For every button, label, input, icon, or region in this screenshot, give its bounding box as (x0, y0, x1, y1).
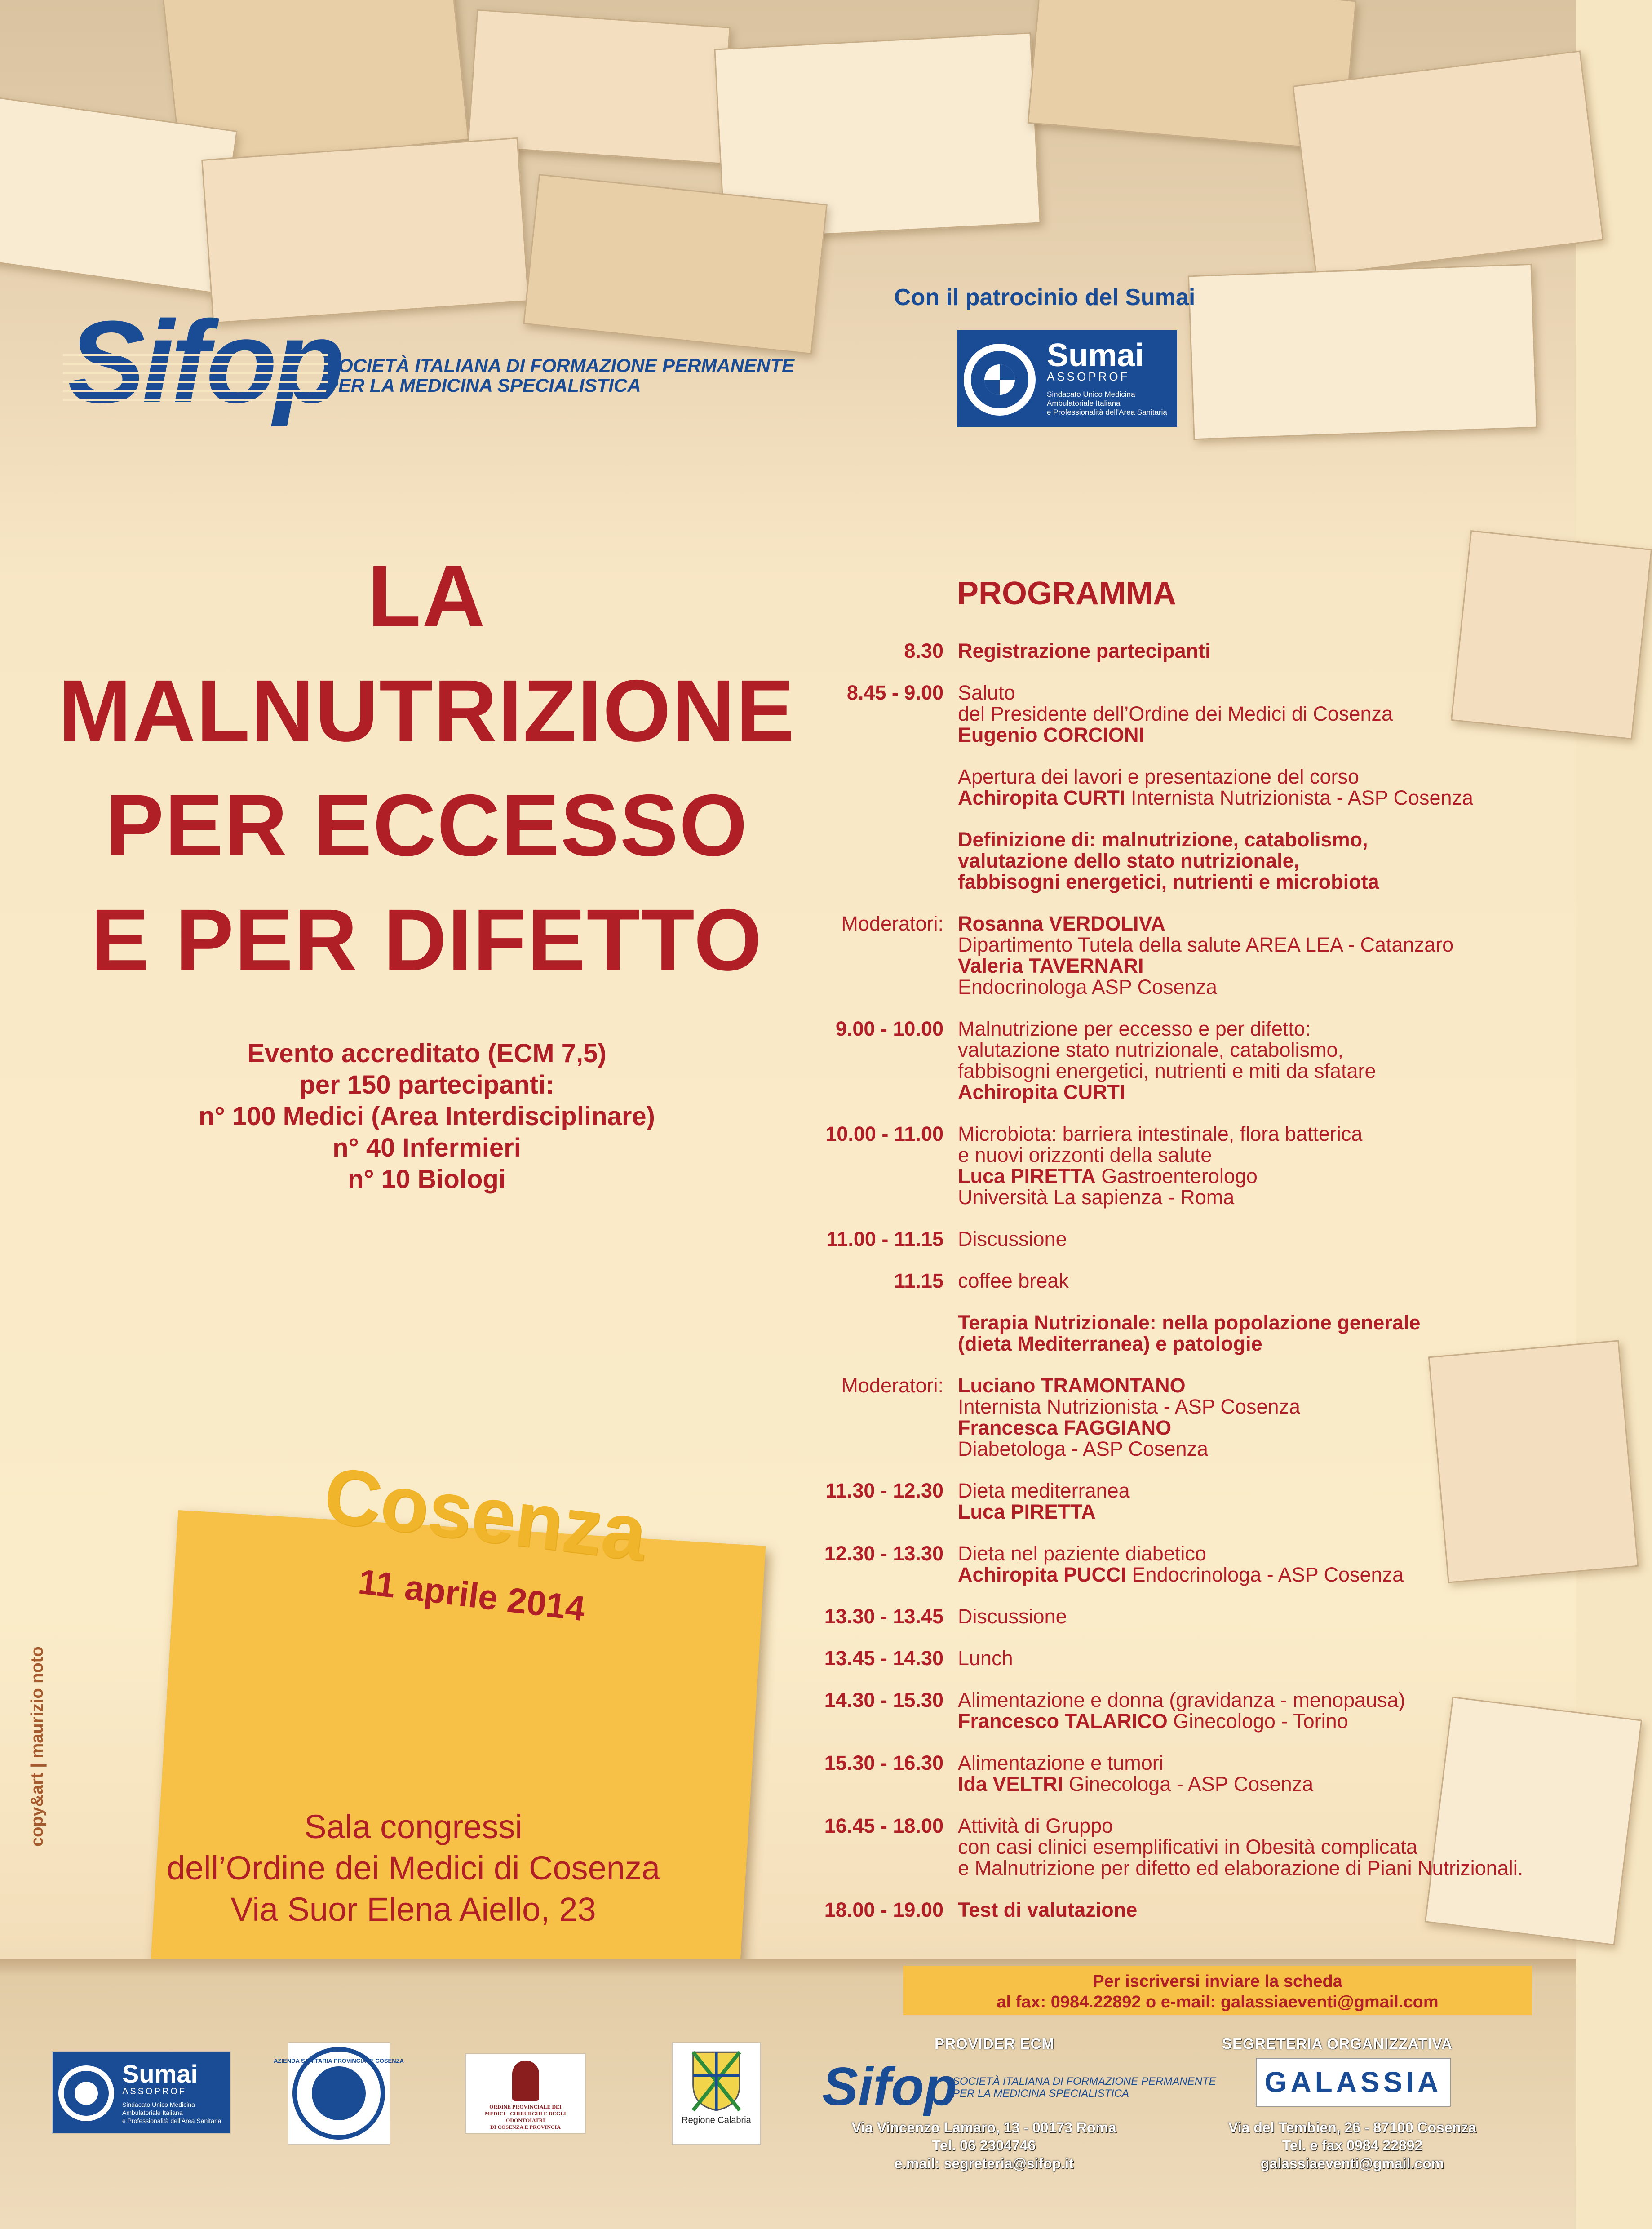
calabria-shield-icon (688, 2047, 744, 2113)
program-line-bold: Achiropita CURTI (958, 786, 1125, 809)
galassia-logo: GALASSIA (1256, 2058, 1451, 2107)
svg-text:Ambulatoriale Italiana: Ambulatoriale Italiana (122, 2109, 183, 2116)
background-sheet (201, 137, 529, 323)
segreteria-email: galassiaeventi@gmail.com (1260, 2155, 1444, 2171)
program-line (958, 1396, 1550, 1417)
program-item (809, 766, 1550, 808)
svg-text:e Professionalità dell'Area Sa: e Professionalità dell'Area Sanitaria (122, 2117, 221, 2124)
program-item (809, 1228, 1550, 1250)
segreteria-phone: Tel. e fax 0984 22892 (1282, 2137, 1423, 2154)
program-line-text: Saluto (958, 681, 1015, 704)
program-line-text: del Presidente dell’Ordine dei Medici di Cosenza (958, 702, 1393, 725)
program-line-text: con casi clinici esemplificativi in Obesità complicata (958, 1835, 1417, 1858)
program-line-bold: Francesco TALARICO (958, 1710, 1168, 1733)
program-time: 11.00 - 11.15 (826, 1228, 943, 1250)
program-line (958, 829, 1550, 850)
copyright-credit: copy&art | maurizio noto (28, 1646, 47, 1847)
program-line-detail: Endocrinologa - ASP Cosenza (1126, 1563, 1404, 1586)
program-line (958, 1480, 1550, 1501)
program-line-bold: Definizione di: malnutrizione, catabolismo, (958, 828, 1368, 851)
program-content (958, 913, 1550, 997)
ordine-label: MEDICI - CHIRURGHI E DEGLI ODONTOIATRI (485, 2110, 566, 2123)
program-content (958, 1228, 1550, 1250)
program-line-text: Dieta mediterranea (958, 1479, 1130, 1502)
svg-text:Sindacato Unico Medicina: Sindacato Unico Medicina (1047, 390, 1135, 399)
registration-box (903, 1966, 1532, 2015)
sifop-tagline-line: SOCIETÀ ITALIANA DI FORMAZIONE PERMANENTE (326, 355, 794, 376)
program-time: 10.00 - 11.00 (825, 1122, 943, 1145)
ordine-medici-logo (465, 2053, 586, 2134)
program-item (809, 1606, 1550, 1627)
program-content (958, 1123, 1550, 1208)
program-time: 12.30 - 13.30 (824, 1542, 943, 1565)
accreditation-line: Evento accreditato (ECM 7,5) (247, 1039, 607, 1068)
program-line (958, 976, 1550, 997)
program-line-text: Discussione (958, 1605, 1067, 1628)
sifop-tagline-line: PER LA MEDICINA SPECIALISTICA (326, 375, 641, 396)
program-line (958, 724, 1550, 745)
program-content (958, 1689, 1550, 1732)
program-line (958, 1144, 1550, 1165)
segreteria-heading: SEGRETERIA ORGANIZZATIVA (1222, 2035, 1453, 2052)
program-time: 9.00 - 10.00 (835, 1017, 943, 1040)
program-item (809, 1018, 1550, 1103)
program-content (958, 1375, 1550, 1459)
program-line-text: e Malnutrizione per difetto ed elaborazione di Piani Nutrizionali. (958, 1857, 1524, 1879)
segreteria-address: Via del Tembien, 26 - 87100 Cosenza (1228, 2119, 1476, 2136)
program-line (958, 1773, 1550, 1795)
accreditation-line: n° 10 Biologi (348, 1165, 506, 1194)
program-item (809, 913, 1550, 997)
program-content (958, 1018, 1550, 1103)
program-line-text: valutazione stato nutrizionale, catabolismo, (958, 1038, 1343, 1061)
program-line-bold: Terapia Nutrizionale: nella popolazione generale (958, 1311, 1421, 1334)
venue-line: dell’Ordine dei Medici di Cosenza (166, 1849, 660, 1887)
provider-contact (809, 2118, 1159, 2172)
program-item (809, 1899, 1550, 1920)
program-line (958, 1899, 1550, 1920)
program-line (958, 1039, 1550, 1060)
program-item (809, 1375, 1550, 1459)
program-content (958, 1752, 1550, 1795)
venue-line: Via Suor Elena Aiello, 23 (230, 1891, 596, 1928)
program-line (958, 1689, 1550, 1711)
program-line (958, 1228, 1550, 1250)
svg-text:AZIENDA SANITARIA PROVINCIALE: AZIENDA SANITARIA PROVINCIALE COSENZA (274, 2057, 404, 2064)
program-item (809, 1312, 1550, 1354)
program-line-text: Malnutrizione per eccesso e per difetto: (958, 1017, 1311, 1040)
program-item (809, 682, 1550, 745)
program-line (958, 1836, 1550, 1857)
program-item (809, 829, 1550, 892)
title-line: PER ECCESSO (105, 776, 748, 874)
program-time: 11.30 - 12.30 (825, 1479, 943, 1502)
program-line-bold: Achiropita CURTI (958, 1081, 1125, 1103)
ordine-label: ORDINE PROVINCIALE DEI (489, 2104, 562, 2110)
city-name: Cosenza (319, 1451, 651, 1578)
program-time (809, 829, 958, 892)
svg-text:SOCIETÀ ITALIANA DI FORMAZIONE: SOCIETÀ ITALIANA DI FORMAZIONE PERMANENTE (952, 2075, 1216, 2087)
accreditation-line: n° 100 Medici (Area Interdisciplinare) (199, 1102, 655, 1131)
program-line (958, 1752, 1550, 1773)
segreteria-contact (1209, 2118, 1496, 2172)
accreditation-info (144, 1038, 710, 1195)
program-time: 11.15 (894, 1269, 943, 1292)
program-line-text: Endocrinologa ASP Cosenza (958, 975, 1218, 998)
program-content (958, 1312, 1550, 1354)
svg-text:Ambulatoriale Italiana: Ambulatoriale Italiana (1047, 399, 1121, 408)
program-content (958, 1606, 1550, 1627)
program-line (958, 1438, 1550, 1459)
program-line-detail: Ginecologa - ASP Cosenza (1063, 1773, 1314, 1795)
program-line (958, 1060, 1550, 1081)
program-time: 15.30 - 16.30 (824, 1751, 943, 1774)
program-line-text: Microbiota: barriera intestinale, flora batterica (958, 1122, 1363, 1145)
program-content (958, 1543, 1550, 1585)
program-item (809, 1648, 1550, 1669)
program-item (809, 1123, 1550, 1208)
program-line-bold: Francesca FAGGIANO (958, 1416, 1172, 1439)
title-line: E PER DIFETTO (91, 891, 763, 989)
provider-heading: PROVIDER ECM (935, 2035, 1054, 2052)
program-line-text: Diabetologa - ASP Cosenza (958, 1437, 1209, 1460)
program-line-text: Dipartimento Tutela della salute AREA LEA - Catanzaro (958, 933, 1454, 956)
program-line (958, 1312, 1550, 1333)
program-line-bold: Registrazione partecipanti (958, 639, 1211, 662)
program-content (958, 829, 1550, 892)
program-content (958, 1648, 1550, 1669)
program-line (958, 934, 1550, 955)
program-line (958, 1857, 1550, 1879)
venue (144, 1806, 683, 1930)
program-line-bold: Rosanna VERDOLIVA (958, 912, 1165, 935)
svg-text:Sumai: Sumai (1047, 337, 1144, 373)
ordine-emblem-icon (512, 2061, 539, 2101)
event-title (45, 539, 809, 997)
regione-label: Regione Calabria (682, 2115, 751, 2125)
program-item (809, 1815, 1550, 1879)
title-line: MALNUTRIZIONE (58, 662, 795, 760)
program-line (958, 787, 1550, 808)
svg-text:Sindacato Unico Medicina: Sindacato Unico Medicina (122, 2101, 195, 2108)
background-sheet (523, 174, 828, 355)
program-line (958, 850, 1550, 871)
program-item (809, 1480, 1550, 1522)
provider-phone: Tel. 06 2304746 (932, 2137, 1036, 2154)
program-item (809, 1543, 1550, 1585)
program-time: 18.00 - 19.00 (824, 1898, 943, 1921)
program-line-bold: fabbisogni energetici, nutrienti e microbiota (958, 870, 1379, 893)
sumai-footer-logo (52, 2051, 231, 2134)
svg-text:Sifop: Sifop (822, 2056, 957, 2117)
program-line-text: Lunch (958, 1647, 1013, 1670)
program-line (958, 1333, 1550, 1354)
registration-line: Per iscriversi inviare la scheda (1093, 1972, 1342, 1991)
program-line (958, 766, 1550, 787)
program-line (958, 871, 1550, 892)
program-line (958, 1270, 1550, 1291)
sifop-logo (63, 297, 341, 427)
program-line-bold: Eugenio CORCIONI (958, 723, 1144, 746)
program-line (958, 1375, 1550, 1396)
program-item (809, 1689, 1550, 1732)
program-content (958, 682, 1550, 745)
program-line (958, 682, 1550, 703)
program-line-text: Apertura dei lavori e presentazione del corso (958, 765, 1360, 788)
svg-text:e Professionalità dell'Area Sa: e Professionalità dell'Area Sanitaria (1047, 408, 1167, 417)
sifop-footer-logo (818, 2056, 1216, 2117)
accreditation-line: per 150 partecipanti: (299, 1070, 554, 1099)
program-line (958, 703, 1550, 724)
event-date: 11 aprile 2014 (356, 1561, 588, 1629)
programma-title: PROGRAMMA (957, 576, 1176, 612)
program-time (809, 766, 958, 808)
program-line-text: Internista Nutrizionista - ASP Cosenza (958, 1395, 1301, 1418)
program-content (958, 1480, 1550, 1522)
program-line-text: Attività di Gruppo (958, 1814, 1113, 1837)
patrocinio-label: Con il patrocinio del Sumai (894, 284, 1196, 310)
program-line (958, 1501, 1550, 1522)
program-content (958, 766, 1550, 808)
program-content (958, 640, 1550, 661)
program-line (958, 1543, 1550, 1564)
program-line (958, 955, 1550, 976)
program-line-bold: Test di valutazione (958, 1898, 1138, 1921)
program-line-detail: Internista Nutrizionista - ASP Cosenza (1125, 786, 1474, 809)
program-line-detail: Ginecologo - Torino (1167, 1710, 1348, 1733)
program-line (958, 1648, 1550, 1669)
program-time: 8.45 - 9.00 (846, 681, 943, 704)
program-line (958, 1564, 1550, 1585)
program-line (958, 1081, 1550, 1103)
registration-line: al fax: 0984.22892 o e-mail: galassiaeventi@gmail.com (997, 1993, 1439, 2012)
accreditation-line: n° 40 Infermieri (332, 1133, 521, 1162)
provider-address: Via Vincenzo Lamaro, 13 - 00173 Roma (851, 2119, 1116, 2136)
provider-email: e.mail: segreteria@sifop.it (894, 2155, 1074, 2171)
program-content (958, 1815, 1550, 1879)
program-line-text: fabbisogni energetici, nutrienti e miti da sfatare (958, 1059, 1376, 1082)
program-time: 16.45 - 18.00 (824, 1814, 943, 1837)
program-line (958, 1711, 1550, 1732)
program-line (958, 1815, 1550, 1836)
program-time: 8.30 (904, 639, 943, 662)
program-line-bold: Achiropita PUCCI (958, 1563, 1127, 1586)
svg-text:PER LA MEDICINA SPECIALISTICA: PER LA MEDICINA SPECIALISTICA (952, 2087, 1129, 2100)
program-line-bold: Luca PIRETTA (958, 1500, 1096, 1523)
moderatori-label: Moderatori: (841, 912, 943, 935)
program-line (958, 1187, 1550, 1208)
program-line-text: Dieta nel paziente diabetico (958, 1542, 1206, 1565)
program-line (958, 1123, 1550, 1144)
program-line-bold: Luciano TRAMONTANO (958, 1374, 1186, 1397)
venue-line: Sala congressi (304, 1808, 523, 1845)
program-content (958, 1899, 1550, 1920)
sifop-tagline (326, 356, 865, 395)
regione-calabria-logo (672, 2042, 761, 2145)
program-line (958, 1165, 1550, 1187)
program-line-bold: Ida VELTRI (958, 1773, 1063, 1795)
program-line-detail: Gastroenterologo (1095, 1165, 1258, 1188)
sumai-logo (957, 330, 1177, 427)
moderatori-label: Moderatori: (841, 1374, 943, 1397)
program-item (809, 1270, 1550, 1291)
program-line (958, 1417, 1550, 1438)
program-line-bold: Luca PIRETTA (958, 1165, 1096, 1188)
program-content (958, 1270, 1550, 1291)
background-sheet (1292, 50, 1603, 276)
svg-text:Sumai: Sumai (122, 2060, 198, 2088)
program-line-bold: (dieta Mediterranea) e patologie (958, 1332, 1262, 1355)
program-line (958, 640, 1550, 661)
program-line (958, 1018, 1550, 1039)
title-line: LA (368, 547, 486, 645)
program-time (809, 1312, 958, 1354)
program-item (809, 640, 1550, 661)
asp-cosenza-logo (274, 2042, 404, 2145)
program-line-text: coffee break (958, 1269, 1069, 1292)
program-line-text: Alimentazione e tumori (958, 1751, 1164, 1774)
programma-list (809, 640, 1550, 1941)
program-time: 14.30 - 15.30 (824, 1688, 943, 1711)
program-line-text: Alimentazione e donna (gravidanza - menopausa) (958, 1688, 1405, 1711)
program-time: 13.30 - 13.45 (824, 1605, 943, 1628)
program-line (958, 913, 1550, 934)
svg-text:ASSOPROF: ASSOPROF (122, 2087, 187, 2096)
sifop-logo-text: Sifop (67, 297, 341, 427)
program-line (958, 1606, 1550, 1627)
program-line-text: Discussione (958, 1228, 1067, 1250)
program-item (809, 1752, 1550, 1795)
program-line-text: Università La sapienza - Roma (958, 1186, 1235, 1209)
program-line-bold: Valeria TAVERNARI (958, 954, 1144, 977)
program-line-text: e nuovi orizzonti della salute (958, 1143, 1212, 1166)
svg-text:ASSOPROF: ASSOPROF (1047, 370, 1130, 383)
program-time: 13.45 - 14.30 (824, 1647, 943, 1670)
ordine-label: DI COSENZA E PROVINCIA (490, 2124, 561, 2130)
program-line-bold: valutazione dello stato nutrizionale, (958, 849, 1300, 872)
